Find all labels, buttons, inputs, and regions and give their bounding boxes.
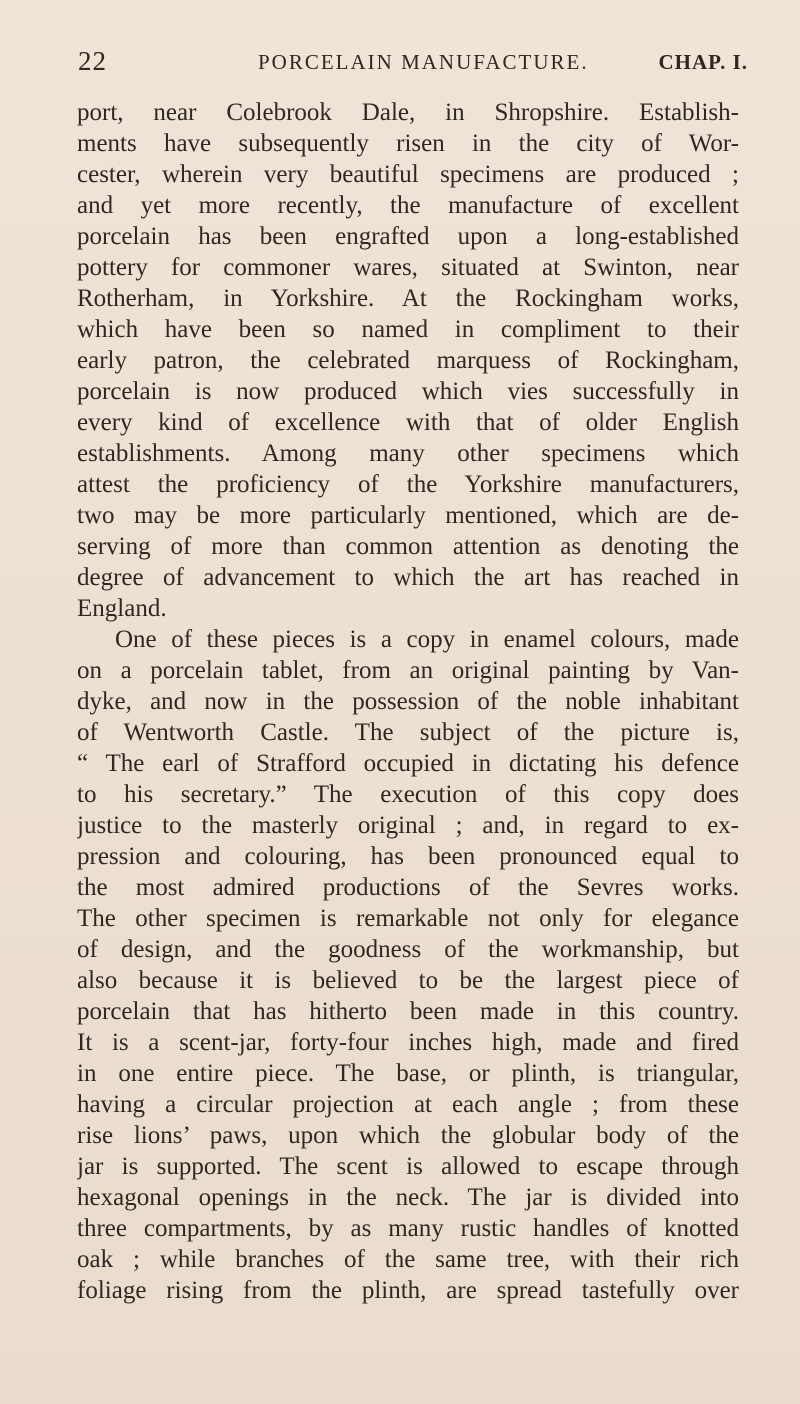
text-line: of Wentworth Castle. The subject of the picture is,: [77, 719, 739, 746]
text-line: Rotherham, in Yorkshire. At the Rockingham works,: [77, 285, 739, 312]
text-line: on a porcelain tablet, from an original painting by Van-: [77, 657, 739, 684]
text-line: porcelain is now produced which vies successfully in: [77, 378, 739, 405]
text-line: England.: [77, 595, 167, 622]
text-line: It is a scent-jar, forty-four inches high, made and fired: [77, 1029, 739, 1056]
text-line: every kind of excellence with that of older English: [77, 409, 739, 436]
text-line: pottery for commoner wares, situated at Swinton, near: [77, 254, 739, 281]
text-line: which have been so named in compliment to their: [77, 316, 739, 343]
text-line: early patron, the celebrated marquess of Rockingham,: [77, 347, 739, 374]
text-line: to his secretary.” The execution of this copy does: [77, 781, 739, 808]
text-line: ments have subsequently risen in the city of Wor-: [77, 130, 739, 157]
text-line: hexagonal openings in the neck. The jar is divided into: [77, 1184, 739, 1211]
text-line: having a circular projection at each angle ; from these: [77, 1091, 739, 1118]
text-line: porcelain that has hitherto been made in this country.: [77, 998, 739, 1025]
text-line: justice to the masterly original ; and, in regard to ex-: [77, 812, 739, 839]
text-line: rise lions’ paws, upon which the globular body of the: [77, 1122, 739, 1149]
text-line: dyke, and now in the possession of the noble inhabitant: [77, 688, 739, 715]
text-line: three compartments, by as many rustic handles of knotted: [77, 1215, 739, 1242]
text-line: and yet more recently, the manufacture of excellent: [77, 192, 739, 219]
text-line: attest the proficiency of the Yorkshire manufacturers,: [77, 471, 739, 498]
page-header: [78, 46, 748, 86]
text-line: port, near Colebrook Dale, in Shropshire. Establish-: [77, 99, 739, 126]
text-line: in one entire piece. The base, or plinth, is triangular,: [77, 1060, 739, 1087]
text-line: two may be more particularly mentioned, which are de-: [77, 502, 739, 529]
text-line: also because it is believed to be the largest piece of: [77, 967, 739, 994]
text-line: The other specimen is remarkable not only for elegance: [77, 905, 739, 932]
text-line: the most admired productions of the Sevres works.: [77, 874, 739, 901]
text-line: oak ; while branches of the same tree, with their rich: [77, 1246, 739, 1273]
body-text: [77, 97, 739, 1306]
text-line: degree of advancement to which the art has reached in: [77, 564, 739, 591]
text-line: jar is supported. The scent is allowed to escape through: [77, 1153, 739, 1180]
chapter-label: CHAP. I.: [658, 50, 748, 74]
page-number: 22: [78, 46, 107, 76]
text-line: cester, wherein very beautiful specimens are produced ;: [77, 161, 739, 188]
text-line: of design, and the goodness of the workmanship, but: [77, 936, 739, 963]
running-title: PORCELAIN MANUFACTURE.: [258, 50, 589, 74]
text-line: establishments. Among many other specimens which: [77, 440, 739, 467]
text-line: pression and colouring, has been pronounced equal to: [77, 843, 739, 870]
text-line: porcelain has been engrafted upon a long-established: [77, 223, 739, 250]
text-line: serving of more than common attention as denoting the: [77, 533, 739, 560]
text-line: foliage rising from the plinth, are spread tastefully over: [77, 1277, 739, 1304]
text-line: “ The earl of Strafford occupied in dictating his defence: [77, 750, 739, 777]
text-line: One of these pieces is a copy in enamel colours, made: [115, 626, 739, 653]
